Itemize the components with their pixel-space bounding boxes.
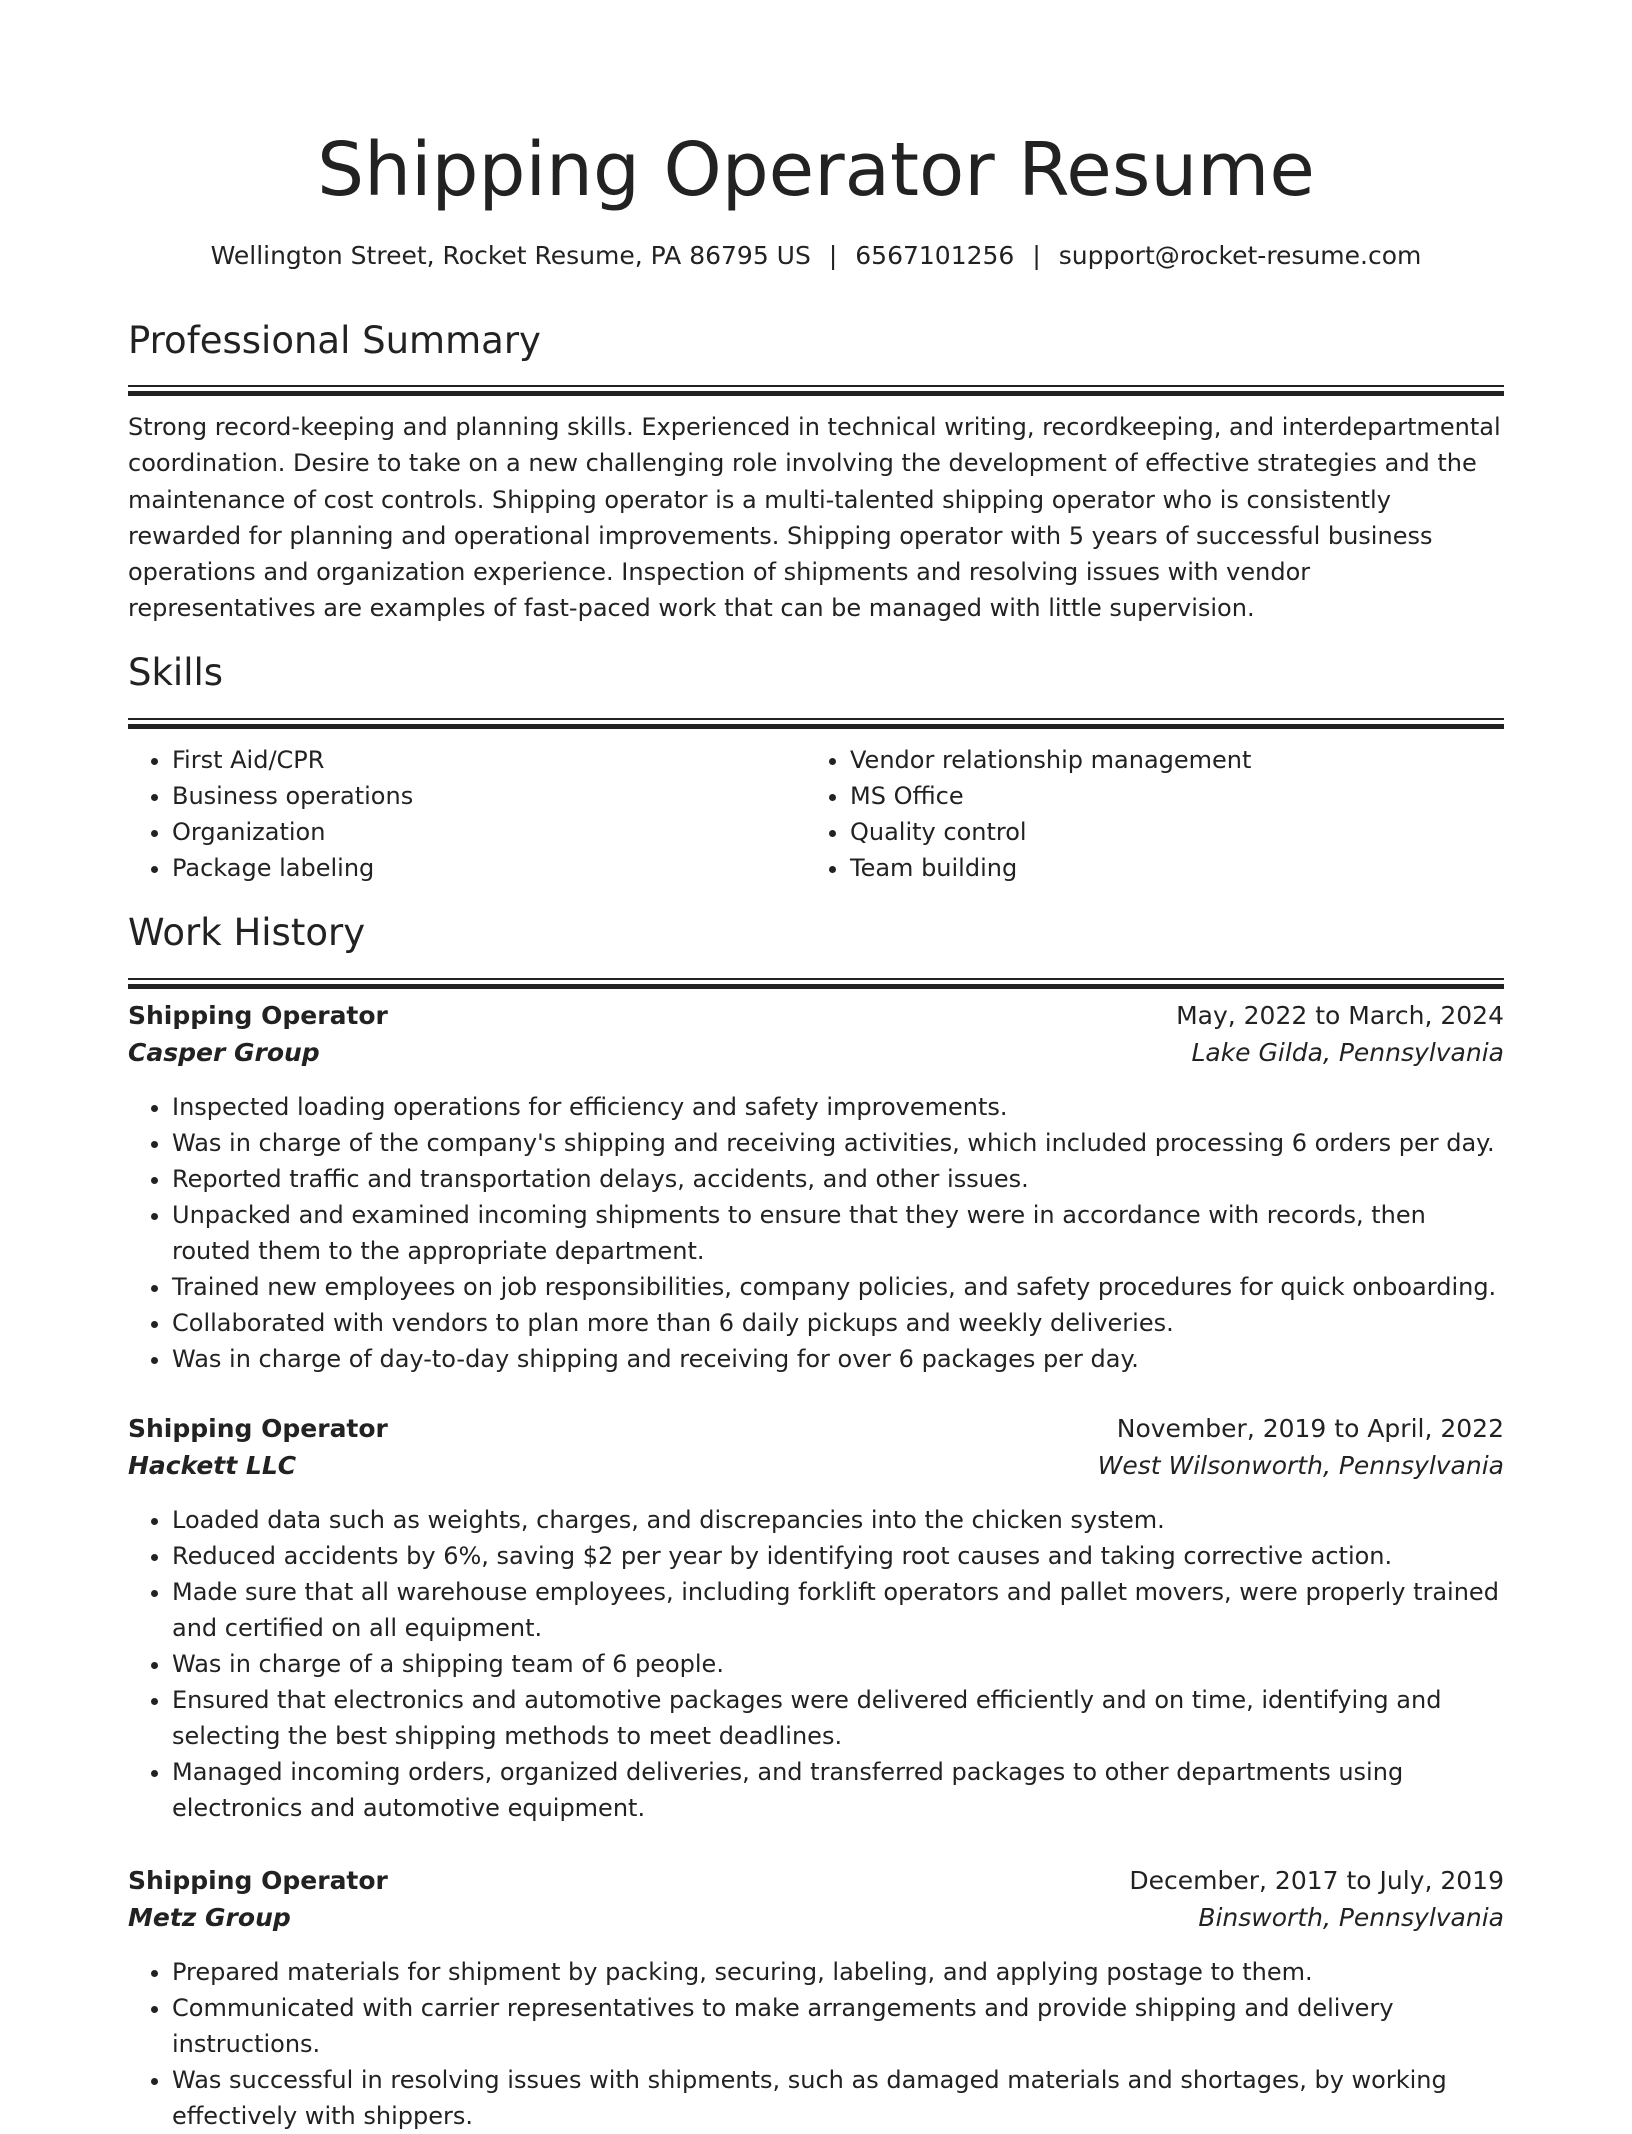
job-entry [128,1410,1504,1826]
section-summary [128,316,1504,627]
job-bullet: • Reported traffic and transportation delays, accidents, and other issues. [172,1161,1504,1197]
job-title: Shipping Operator [128,1866,388,1895]
job-bullet: • Inspected loading operations for efficiency and safety improvements. [172,1089,1504,1125]
job-bullet: • Trained new employees on job responsibilities, company policies, and safety procedures for quick onboarding. [172,1269,1504,1305]
contact-phone: 6567101256 [855,241,1015,270]
skills-column-left [128,742,806,886]
job-bullet: • Was in charge of day-to-day shipping and receiving for over 6 packages per day. [172,1341,1504,1377]
contact-line [128,238,1504,274]
resume-title: Shipping Operator Resume [317,127,1315,213]
summary-text: Strong record-keeping and planning skills. Experienced in technical writing, recordkeeping, and interdepartmental coordination. Desire to take on a new challenging role involving the development of effective strategies and the maintenance of cost controls. Shipping operator is a multi-talented shipping operator who is consistently rewarded for planning and operational improvements. Shipping operator with 5 years of successful business operations and organization experience. Inspection of shipments and resolving issues with vendor representatives are examples of fast-paced work that can be managed with little supervision. [128,413,1501,623]
section-heading: Professional Summary [128,319,541,362]
section-heading: Skills [128,651,224,694]
contact-separator: | [828,241,838,270]
job-entry [128,1862,1504,2134]
skills-list [128,742,1504,886]
contact-email: support@rocket-resume.com [1058,241,1422,270]
job-dates: November, 2019 to April, 2022 [1116,1414,1504,1443]
job-bullet: • Loaded data such as weights, charges, and discrepancies into the chicken system. [172,1502,1504,1538]
job-bullets [128,1089,1504,1377]
job-company: Metz Group [128,1903,291,1932]
job-bullet: • Was in charge of a shipping team of 6 people. [172,1646,1504,1682]
job-location: Binsworth, Pennsylvania [1198,1903,1504,1932]
section-divider [128,385,1504,396]
job-bullet: • Communicated with carrier representatives to make arrangements and provide shipping and delivery instructions. [172,1990,1504,2062]
job-location: Lake Gilda, Pennsylvania [1191,1038,1504,1067]
job-title: Shipping Operator [128,1001,388,1030]
section-work-history [128,908,1504,989]
job-bullets [128,1502,1504,1826]
job-bullet: • Was successful in resolving issues with shipments, such as damaged materials and shortages, by working effectively with shippers. [172,2062,1504,2134]
skill-item: • Vendor relationship management [850,742,1484,778]
job-dates: May, 2022 to March, 2024 [1176,1001,1504,1030]
job-bullet: • Collaborated with vendors to plan more than 6 daily pickups and weekly deliveries. [172,1305,1504,1341]
section-heading: Work History [128,911,366,954]
section-divider [128,718,1504,729]
skills-column-right [806,742,1484,886]
job-entry [128,997,1504,1377]
contact-separator: | [1032,241,1041,270]
skill-item: • First Aid/CPR [172,742,806,778]
skill-item: • Quality control [850,814,1484,850]
job-dates: December, 2017 to July, 2019 [1129,1866,1504,1895]
skill-item: • MS Office [850,778,1484,814]
job-bullet: • Was in charge of the company's shipping and receiving activities, which included processing 6 orders per day. [172,1125,1504,1161]
job-bullet: • Ensured that electronics and automotive packages were delivered efficiently and on time, identifying and selecting the best shipping methods to meet deadlines. [172,1682,1504,1754]
section-divider [128,978,1504,989]
job-title: Shipping Operator [128,1414,388,1443]
job-bullets [128,1954,1504,2134]
skill-item: • Business operations [172,778,806,814]
job-company: Hackett LLC [128,1451,297,1480]
contact-address: Wellington Street, Rocket Resume, PA 86795 US [210,241,811,270]
section-skills [128,648,1504,886]
skill-item: • Organization [172,814,806,850]
job-location: West Wilsonworth, Pennsylvania [1097,1451,1504,1480]
job-bullet: • Managed incoming orders, organized deliveries, and transferred packages to other departments using electronics and automotive equipment. [172,1754,1504,1826]
skill-item: • Package labeling [172,850,806,886]
job-bullet: • Prepared materials for shipment by packing, securing, labeling, and applying postage to them. [172,1954,1504,1990]
job-company: Casper Group [128,1038,320,1067]
job-bullet: • Unpacked and examined incoming shipments to ensure that they were in accordance with records, then routed them to the appropriate department. [172,1197,1504,1269]
skill-item: • Team building [850,850,1484,886]
job-bullet: • Made sure that all warehouse employees, including forklift operators and pallet movers, were properly trained and certified on all equipment. [172,1574,1504,1646]
job-bullet: • Reduced accidents by 6%, saving $2 per year by identifying root causes and taking corrective action. [172,1538,1504,1574]
